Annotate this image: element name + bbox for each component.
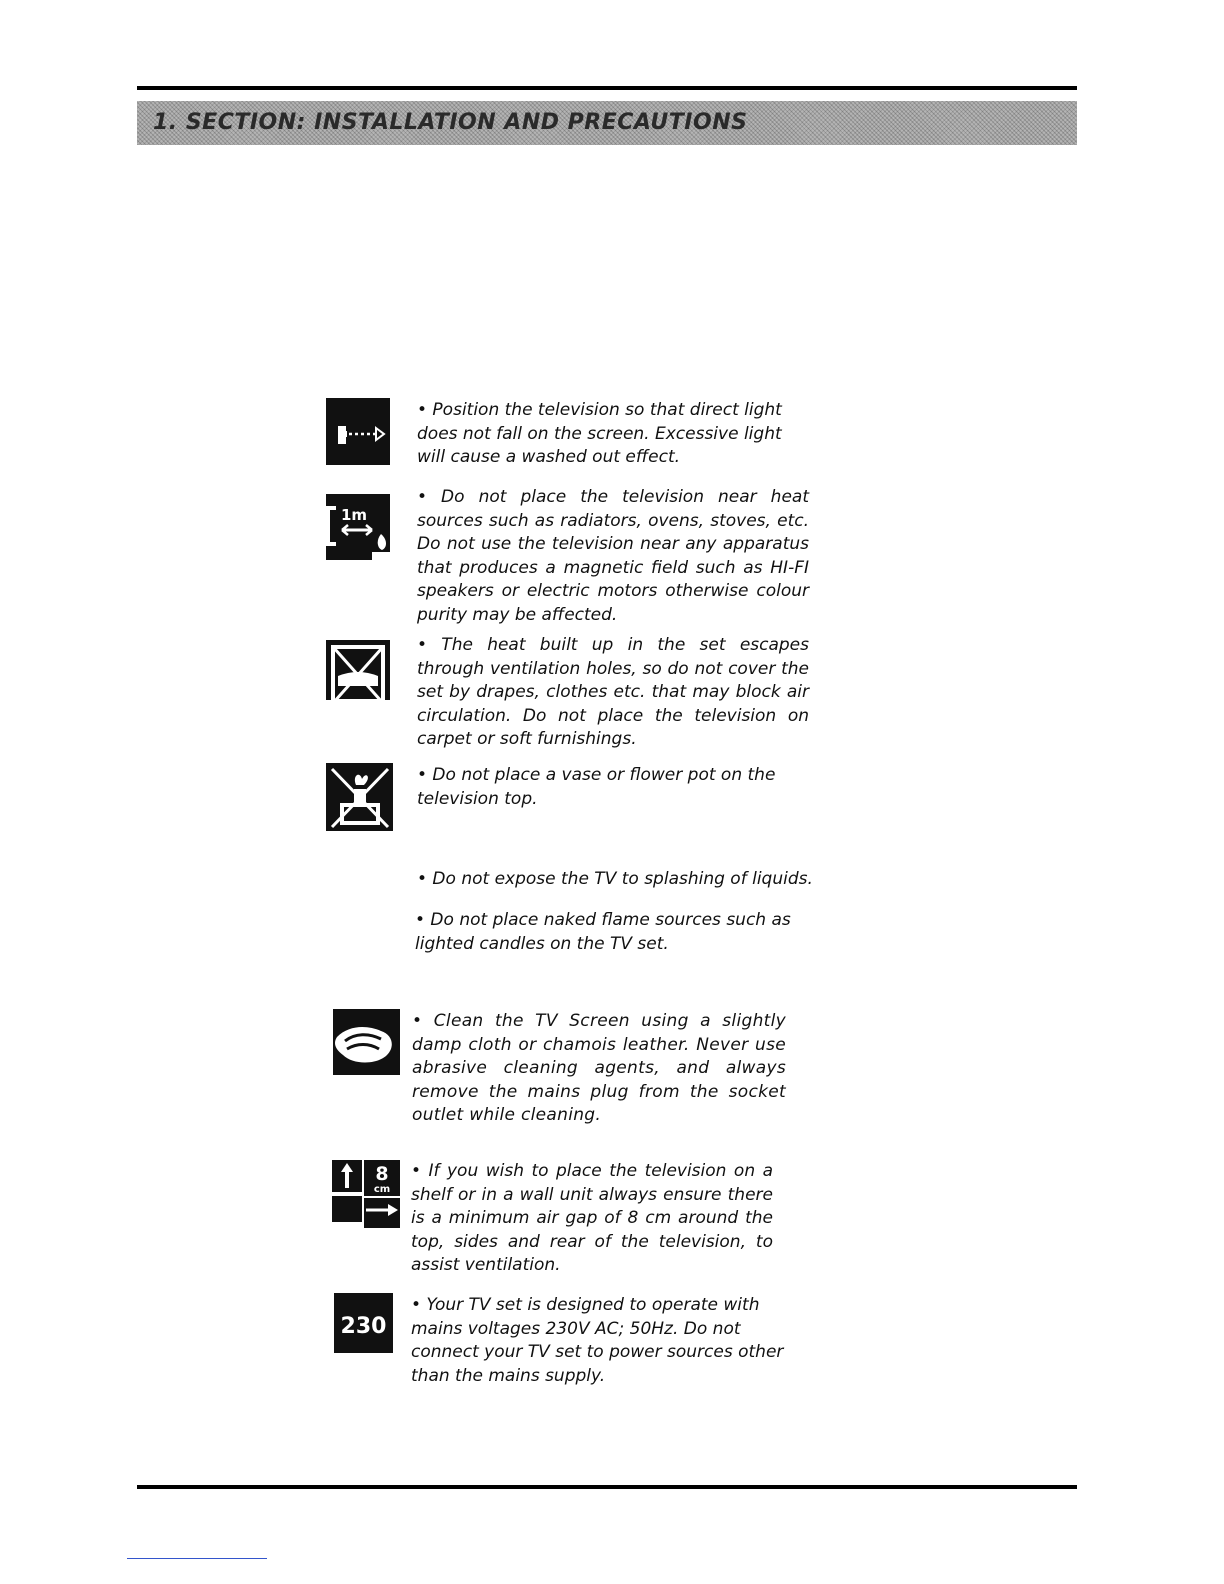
precaution-direct-light: • Position the television so that direct light does not fall on the screen. Excessive light will cause a washed out effect. <box>417 400 782 467</box>
precaution-air-gap: • If you wish to place the television on a shelf or in a wall unit always ensure there is a minimum air gap of 8 cm around the top, sides and rear of the television, to assist ventilation. <box>411 1161 773 1275</box>
precaution-liquids: • Do not expose the TV to splashing of liquids. <box>417 869 813 889</box>
heat-icon-label: 1m <box>341 506 368 524</box>
bottom-rule <box>137 1485 1077 1489</box>
no-vase-icon <box>326 763 393 831</box>
page-link-underline <box>127 1558 267 1559</box>
section-banner <box>137 101 1077 145</box>
top-rule <box>137 86 1077 90</box>
mains-voltage-icon <box>334 1293 393 1353</box>
heat-source-1m-icon <box>326 494 390 560</box>
direct-light-icon <box>326 398 390 465</box>
cleaning-cloth-icon <box>333 1009 400 1075</box>
precaution-cleaning: • Clean the TV Screen using a slightly damp cloth or chamois leather. Never use abrasive cleaning agents, and always remove the mains plug from the socket outlet while cleaning. <box>412 1011 786 1125</box>
precaution-no-vase: • Do not place a vase or flower pot on the television top. <box>417 765 776 809</box>
air-gap-8cm-icon <box>332 1160 400 1228</box>
section-title: 1. SECTION: INSTALLATION AND PRECAUTIONS <box>153 110 748 135</box>
air-gap-icon-number: 8 <box>375 1163 389 1185</box>
precaution-naked-flame: • Do not place naked flame sources such as lighted candles on the TV set. <box>415 910 791 954</box>
precaution-ventilation: • The heat built up in the set escapes through ventilation holes, so do not cover the set by drapes, clothes etc. that may block air circulation. Do not place the television on carpet or soft furnishings. <box>417 635 809 749</box>
precaution-mains-voltage: • Your TV set is designed to operate with mains voltages 230V AC; 50Hz. Do not connect your TV set to power sources other than the mains supply. <box>411 1295 784 1386</box>
air-gap-icon-unit: cm <box>373 1184 391 1195</box>
mains-voltage-icon-label: 230 <box>340 1314 387 1339</box>
covered-ventilation-icon <box>326 640 390 708</box>
precaution-heat-sources: • Do not place the television near heat sources such as radiators, ovens, stoves, etc. Do not use the television near any apparatus that produces a magnetic field such as HI-FI speakers or electric motors otherwise colour purity may be affected. <box>417 487 809 625</box>
